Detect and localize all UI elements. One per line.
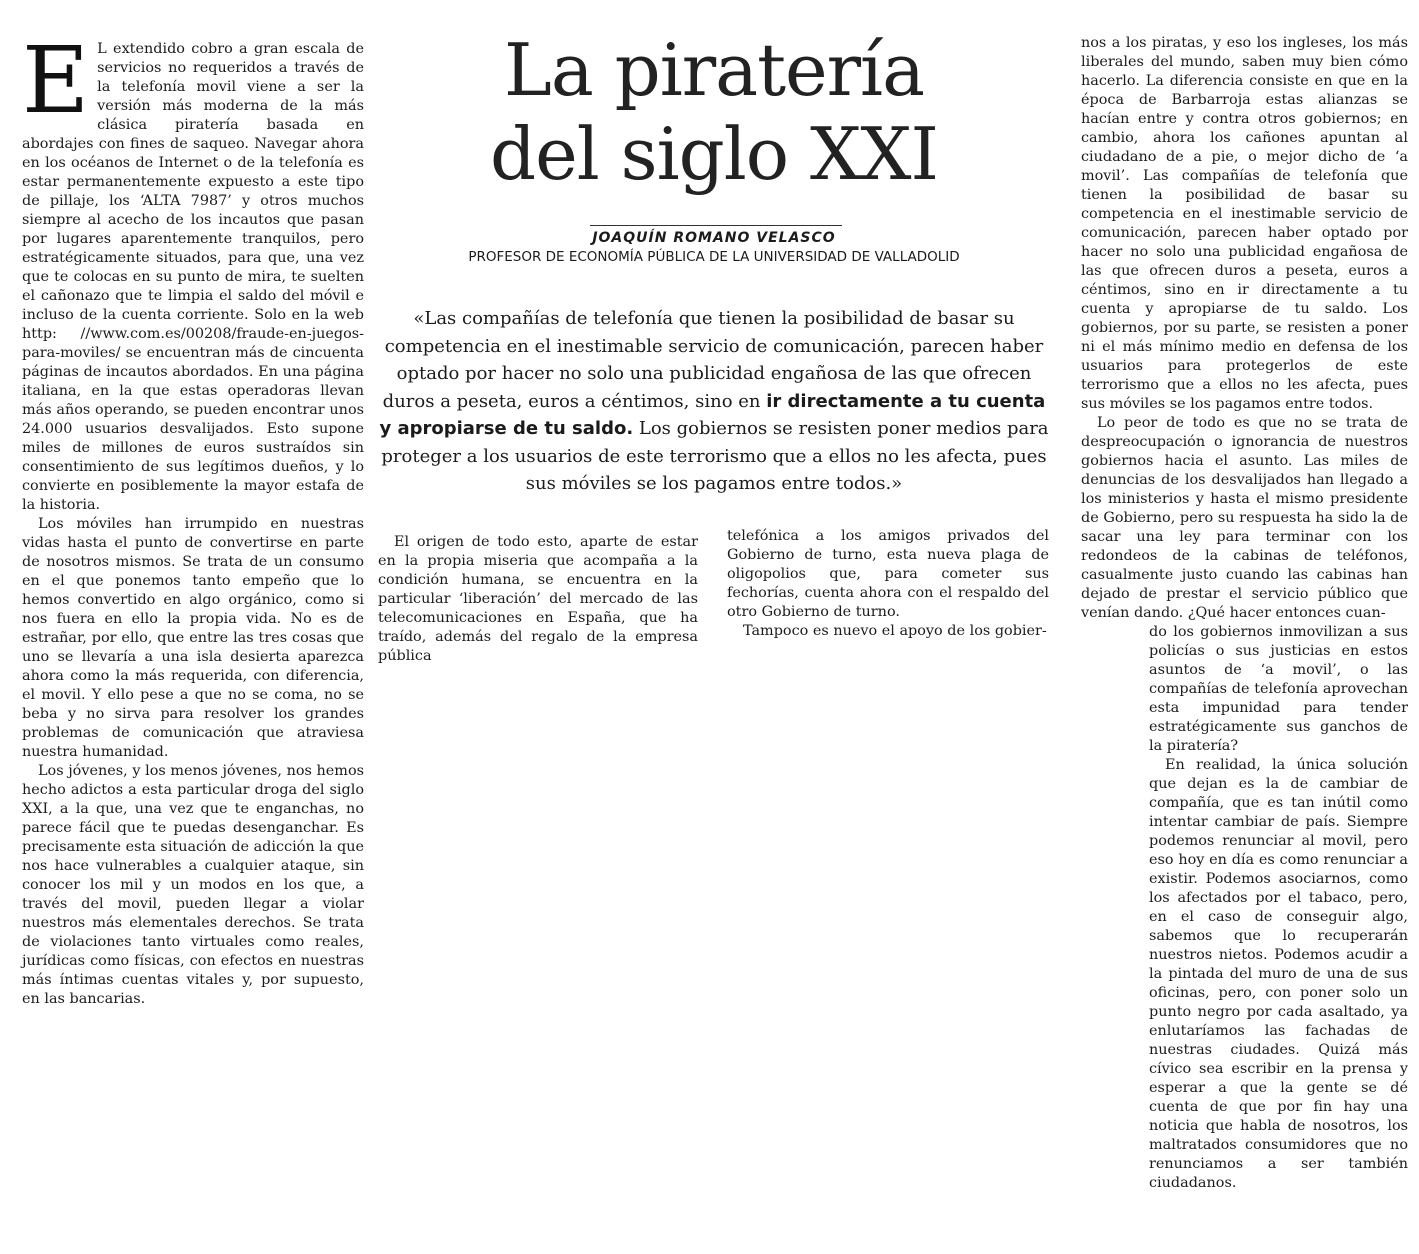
byline-rule xyxy=(590,225,842,226)
pull-quote-highlight: ir directamente a tu cuenta y apropiarse de tu saldo. xyxy=(379,390,1046,439)
author-name: JOAQUÍN ROMANO VELASCO xyxy=(592,230,836,246)
headline-line-1: La piratería xyxy=(504,28,924,112)
paragraph: nos a los piratas, y eso los ingleses, los más liberales del mundo, saben muy bien cómo hacerlo. La diferencia consiste en que en la época de Barbarroja estas alianzas se hacían entre y contra otros gobiernos; en cambio, ahora los cañones apuntan al ciudadano de a pie, o mejor dicho de ‘a movil’. Las compañías de telefonía que tienen la posibilidad de basar su competencia en el inestimable servicio de comunicación, parecen haber optado por hacer no solo una publicidad engañosa de las que ofrecen duros a peseta, euros a céntimos, sino en ir directamente a tu cuenta y apropiarse de tu saldo. Los gobiernos, por su parte, se resisten a poner ni el más mínimo medio en defensa de los usuarios para protegerlos de este terrorismo que a ellos no les afecta, pues sus móviles se los pagamos entre todos. xyxy=(1081,35,1408,412)
paragraph-text: L extendido cobro a gran escala de servicios no requeridos a través de la telefonía movil viene a ser la versión más moderna de la más clásica piratería basada en abordajes con fines de saqueo. Navegar ahora en los océanos de Internet o de la telefonía es estar permanentemente expuesto a este tipo de pillaje, los ‘ALTA 7987’ y otros muchos siempre al acecho de los incautos que pasan por lugares aparentemente tranquilos, pero estratégicamente situados, para que, una vez que te colocas en su punto de mira, te suelten el cañonazo que te limpia el saldo del móvil e incluso de la cuenta corriente. Solo en la web http: //www.com.es/00208/fraude-en-juegos-para-moviles/ se encuentran más de cincuenta páginas de incautos abordados. En una página italiana, en la que estas operadoras llevan más años operando, se pueden encontrar unos 24.000 usuarios desvalijados. Esto supone miles de millones de euros sustraídos sin consentimiento de sus legítimos dueños, y lo convierte en posiblemente la mayor estafa de la historia. xyxy=(22,41,364,513)
paragraph: Los móviles han irrumpido en nuestras vidas hasta el punto de convertirse en parte de nosotros mismos. Se trata de un consumo en el que ponemos tanto empeño que lo hemos convertido en algo orgánico, como si nos fuera en ello la propia vida. No es de estrañar, por ello, que entre las tres cosas que uno se llevaría a una isla desierta aparezca ahora como la más requerida, con diferencia, el movil. Y ello pese a que no se coma, no se beba y no sirva para resolver los grandes problemas de comunicación que atraviesa nuestra humanidad. xyxy=(22,516,364,760)
column-2 xyxy=(378,533,698,666)
paragraph: Tampoco es nuevo el apoyo de los gobier- xyxy=(743,623,1047,639)
author-affiliation: PROFESOR DE ECONOMÍA PÚBLICA DE LA UNIVERSIDAD DE VALLADOLID xyxy=(468,249,960,265)
narrow-text-block xyxy=(1149,623,1408,1193)
column-4 xyxy=(1081,34,1408,1193)
paragraph: Los jóvenes, y los menos jóvenes, nos hemos hecho adictos a esta particular droga del siglo XXI, a la que, una vez que te enganchas, no parece fácil que te puedas desenganchar. Es precisamente esta situación de adicción la que nos hace vulnerables a cualquier ataque, sin conocer los mil y un modos en los que, a través del movil, pueden llegar a violar nuestros más elementales derechos. Se trata de violaciones tanto virtuales como reales, jurídicas como físicas, con efectos en nuestras más íntimas cuentas vitales y, por supuesto, en las bancarias. xyxy=(22,763,364,1007)
article-headline xyxy=(380,28,1048,196)
paragraph xyxy=(22,27,364,515)
headline-line-2: del siglo XXI xyxy=(490,112,938,196)
paragraph: El origen de todo esto, aparte de estar en la propia miseria que acompaña a la condición humana, se encuentra en la particular ‘liberación’ del mercado de las telecomunicaciones en España, que ha traído, además del regalo de la empresa pública xyxy=(378,534,698,664)
pull-quote xyxy=(378,305,1050,498)
pull-quote-part-2: Los gobiernos se resisten poner medios para proteger a los usuarios de este terrorismo que a ellos no les afecta, pues sus móviles se los pagamos entre todos.» xyxy=(381,418,1049,494)
paragraph: Lo peor de todo es que no se trata de despreocupación o ignorancia de nuestros gobiernos hacia el asunto. Las miles de denuncias de los desvalijados han llegado a los ministerios y hasta el mismo presidente de Gobierno, pero su respuesta ha sido la de sacar una ley para terminar con los redondeos de la cabinas de teléfonos, casualmente justo cuando las cabinas han dejado de prestar el servicio público que venían dando. ¿Qué hacer entonces cuan- xyxy=(1081,415,1408,621)
column-1 xyxy=(22,27,364,1009)
drop-cap: E xyxy=(22,27,90,134)
pull-quote-part-1: «Las compañías de telefonía que tienen la posibilidad de basar su competencia en el inestimable servicio de comunicación, parecen haber optado por hacer no solo una publicidad engañosa de las que ofrecen duros a peseta, euros a céntimos, sino en xyxy=(382,308,1044,412)
paragraph: do los gobiernos inmovilizan a sus policías o sus justicias en estos asuntos de ‘a movil’, o las compañías de telefonía aprovechan esta impunidad para tender estratégicamente sus ganchos de la piratería? xyxy=(1149,624,1408,754)
paragraph: En realidad, la única solución que dejan es la de cambiar de compañía, que es tan inútil como intentar cambiar de país. Siempre podemos renunciar al movil, pero eso hoy en día es como renunciar a existir. Podemos asociarnos, como los afectados por el tabaco, pero, en el caso de conseguir algo, sabemos que lo recuperarán nuestros nietos. Podemos acudir a la pintada del muro de una de sus oficinas, pero, con poner solo un punto negro por cada asaltado, ya enlutaríamos las fachadas de nuestras ciudades. Quizá más cívico sea escribir en la prensa y esperar a que la gente se dé cuenta de que por fin hay una noticia que habla de nosotros, los maltratados consumidores que no renunciamos a ser también ciudadanos. xyxy=(1149,757,1408,1191)
paragraph: telefónica a los amigos privados del Gobierno de turno, esta nueva plaga de oligopolios que, para cometer sus fechorías, cuenta ahora con el respaldo del otro Gobierno de turno. xyxy=(727,528,1049,620)
column-3 xyxy=(727,527,1049,641)
